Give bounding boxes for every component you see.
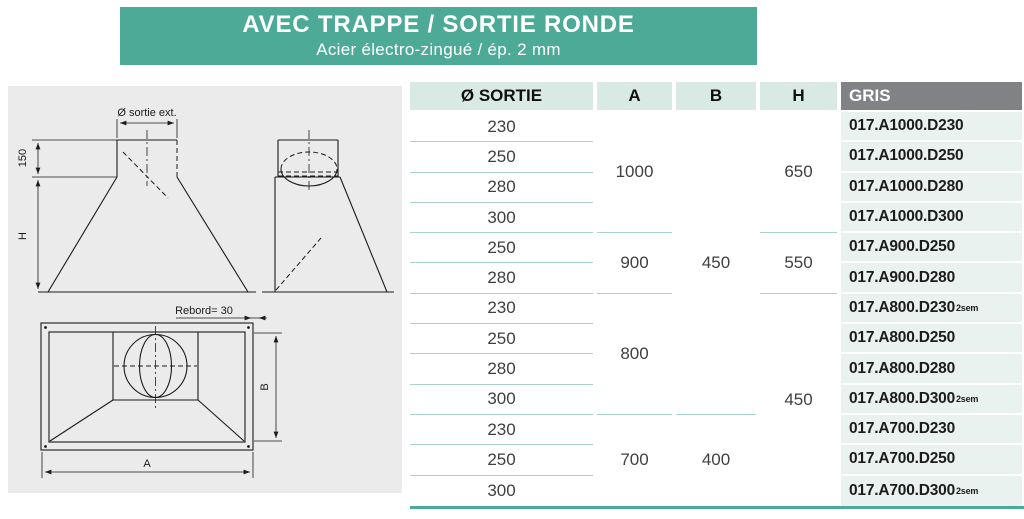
side-view: [262, 130, 394, 292]
ref-code: 017.A1000.D230: [849, 117, 964, 135]
ref-cell: 017.A700.D300 2sem: [841, 476, 1022, 506]
h-group-cell: 650: [760, 112, 837, 233]
ref-cell: [841, 173, 1022, 203]
diameter-cell: 250: [410, 142, 593, 172]
ref-code: 017.A1000.D280: [849, 177, 964, 195]
col-header-gris: GRIS: [841, 82, 1022, 112]
ref-code: 017.A1000.D250: [849, 147, 964, 165]
ref-cell: [841, 324, 1022, 354]
diameter-cell: 230: [410, 294, 593, 324]
diameter-cell: 250: [410, 445, 593, 475]
top-flange-label: Rebord= 30: [175, 305, 233, 317]
ref-code: 017.A1000.D300: [849, 208, 964, 226]
diameter-cell: 280: [410, 354, 593, 384]
ref-cell: [841, 203, 1022, 233]
title-banner: [120, 7, 757, 65]
diameter-cell: 280: [410, 173, 593, 203]
diameter-cell: 230: [410, 112, 593, 142]
ref-code: 017.A700.D300: [849, 481, 955, 499]
ref-code: 017.A700.D250: [849, 450, 955, 468]
technical-drawing-panel: [8, 86, 402, 493]
ref-cell: [841, 263, 1022, 293]
a-group-cell: 700: [597, 415, 672, 506]
ref-cell: [841, 415, 1022, 445]
ref-code: 017.A900.D250: [849, 238, 955, 256]
ref-cell: [841, 354, 1022, 384]
ref-cell: [841, 142, 1022, 172]
h-group-cell: 450: [760, 294, 837, 506]
ref-code: 017.A900.D280: [849, 268, 955, 286]
diameter-cell: 300: [410, 476, 593, 506]
a-group-cell: 900: [597, 233, 672, 294]
ref-cell: [841, 445, 1022, 475]
diameter-cell: 230: [410, 415, 593, 445]
diameter-cell: 250: [410, 324, 593, 354]
top-width-label: B: [259, 383, 271, 391]
page-subtitle: Acier électro-zingué / ép. 2 mm: [316, 40, 561, 60]
ref-cell: [841, 112, 1022, 142]
spec-table: [410, 82, 1024, 509]
diameter-cell: 250: [410, 233, 593, 263]
b-group-cell: 400: [676, 415, 756, 506]
col-header-a: A: [597, 82, 672, 112]
ref-code: 017.A800.D230: [849, 298, 955, 316]
front-outlet-diameter-label: Ø sortie ext.: [117, 107, 177, 119]
h-group-cell: 550: [760, 233, 837, 294]
top-view: [41, 305, 282, 478]
diameter-cell: 300: [410, 203, 593, 233]
b-group-cell: 450: [676, 112, 756, 415]
ref-code: 017.A700.D230: [849, 420, 955, 438]
ref-code: 017.A800.D300: [849, 389, 955, 407]
top-length-label: A: [143, 458, 151, 470]
col-header-b: B: [676, 82, 756, 112]
front-hood-height-label: H: [17, 232, 29, 240]
ref-code: 017.A800.D250: [849, 329, 955, 347]
ref-code: 017.A800.D280: [849, 359, 955, 377]
diameter-cell: 280: [410, 263, 593, 293]
technical-drawing: [8, 86, 402, 493]
ref-cell: 017.A800.D230 2sem: [841, 294, 1022, 324]
a-group-cell: 800: [597, 294, 672, 415]
ref-cell: [841, 233, 1022, 263]
col-header-diameter: Ø SORTIE: [410, 82, 593, 112]
a-group-cell: 1000: [597, 112, 672, 233]
front-stub-height-label: 150: [17, 148, 29, 168]
col-header-h: H: [760, 82, 837, 112]
page-title: AVEC TRAPPE / SORTIE RONDE: [242, 10, 635, 38]
front-view: [17, 107, 256, 292]
ref-cell: 017.A800.D300 2sem: [841, 385, 1022, 415]
diameter-cell: 300: [410, 385, 593, 415]
